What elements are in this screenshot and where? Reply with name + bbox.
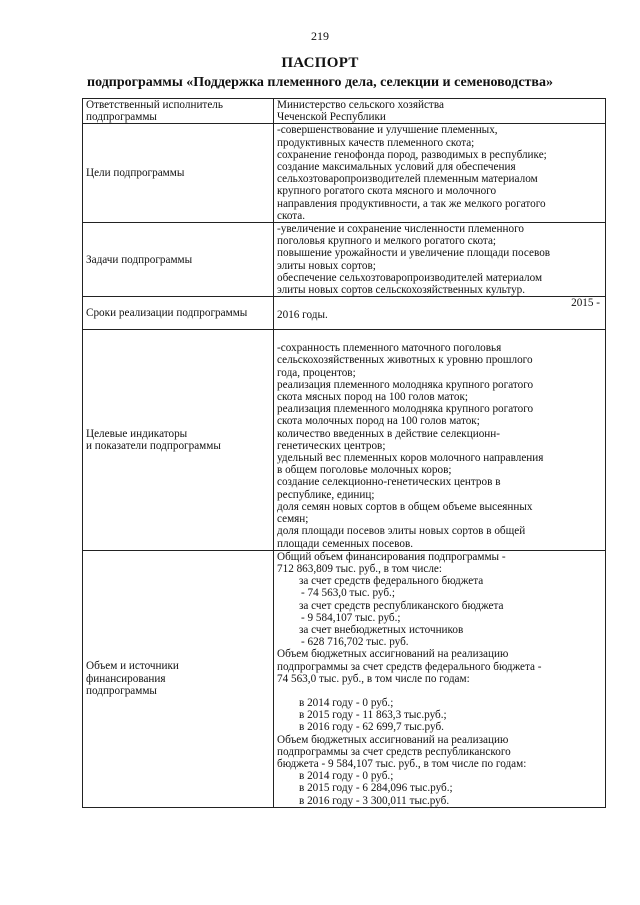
label-line: и показатели подпрограммы: [86, 439, 221, 452]
value-line: за счет средств республиканского бюджета: [299, 599, 504, 612]
row-value-goals: [274, 124, 606, 223]
value-line: поголовья крупного и мелкого рогатого скота;: [277, 235, 497, 248]
value-line: реализация племенного молодняка крупного рогатого: [277, 378, 534, 391]
row-value-timeframe: [274, 297, 606, 330]
value-line: повышение урожайности и увеличение площади посевов: [277, 247, 551, 260]
table-row: [83, 297, 606, 330]
value-line: в общем поголовье молочных коров;: [277, 464, 452, 477]
value-line: скота мясных пород на 100 голов маток;: [277, 391, 468, 404]
value-line: 2015 -: [571, 297, 600, 310]
value-line: в 2016 году - 62 699,7 тыс.руб.: [299, 721, 444, 734]
value-line: 2016 годы.: [277, 309, 328, 322]
table-row: [83, 99, 606, 124]
row-value-executor: [274, 99, 606, 124]
value-line: удельный вес племенных коров молочного направления: [277, 452, 544, 465]
value-line: -сохранность племенного маточного поголовья: [277, 342, 502, 355]
value-line: сельхозтоваропроизводителей племенным материалом: [277, 173, 538, 186]
row-label-tasks: [83, 223, 274, 297]
value-line: Чеченской Республики: [277, 111, 386, 124]
label-line: Целевые индикаторы: [86, 427, 188, 440]
label-line: Цели подпрограммы: [86, 167, 185, 180]
value-line: направления продуктивности, а так же мелкого рогатого: [277, 197, 546, 210]
row-label-funding: [83, 550, 274, 807]
value-line: количество введенных в действие селекционн-: [277, 427, 500, 440]
value-line: в 2015 году - 11 863,3 тыс.руб.;: [299, 709, 447, 722]
value-line: сохранение генофонда пород, разводимых в республике;: [277, 148, 547, 161]
value-line: - 74 563,0 тыс. руб.;: [301, 587, 395, 600]
label-line: Сроки реализации подпрограммы: [86, 307, 248, 320]
value-line: Общий объем финансирования подпрограммы -: [277, 550, 506, 563]
label-line: подпрограммы: [86, 111, 157, 124]
value-line: в 2014 году - 0 руб.;: [299, 696, 394, 709]
value-line: Объем бюджетных ассигнований на реализацию: [277, 733, 509, 746]
spacer: [277, 330, 602, 342]
label-line: Задачи подпрограммы: [86, 253, 193, 266]
document-subtitle: подпрограммы «Поддержка племенного дела, селекции и семеноводства»: [87, 75, 553, 90]
row-label-executor: [83, 99, 274, 124]
value-line: за счет внебюджетных источников: [299, 623, 464, 636]
row-value-indicators: [274, 330, 606, 550]
label-line: Ответственный исполнитель: [86, 99, 223, 111]
value-line: бюджета - 9 584,107 тыс. руб., в том числе по годам:: [277, 757, 527, 770]
value-line: элиты новых сортов сельскохозяйственных культур.: [277, 284, 526, 297]
label-line: Объем и источники: [86, 660, 179, 673]
table-row: [83, 550, 606, 807]
value-line: -увеличение и сохранение численности племенного: [277, 223, 524, 236]
value-line: года, процентов;: [277, 366, 356, 379]
value-line: в 2015 году - 6 284,096 тыс.руб.;: [299, 782, 453, 795]
value-line: Объем бюджетных ассигнований на реализацию: [277, 648, 509, 661]
value-line: подпрограммы за счет средств федерального бюджета -: [277, 660, 542, 673]
value-line: создание селекционно-генетических центров в: [277, 476, 501, 489]
row-value-funding: [274, 550, 606, 807]
value-line: подпрограммы за счет средств республиканского: [277, 745, 511, 758]
document-title: ПАСПОРТ: [281, 55, 359, 71]
value-line: за счет средств федерального бюджета: [299, 575, 484, 588]
value-line: в 2014 году - 0 руб.;: [299, 770, 394, 783]
value-line: 74 563,0 тыс. руб., в том числе по годам:: [277, 672, 470, 685]
value-line: - 628 716,702 тыс. руб.: [301, 636, 409, 649]
row-label-goals: [83, 124, 274, 223]
value-line: скота молочных пород на 100 голов маток;: [277, 415, 480, 428]
spacer: [277, 685, 602, 697]
table-row: [83, 124, 606, 223]
value-line: продуктивных качеств племенного скота;: [277, 136, 475, 149]
value-line: доля площади посевов элиты новых сортов в общей: [277, 525, 526, 538]
value-line: сельскохозяйственных животных к уровню прошлого: [277, 354, 533, 367]
value-line: в 2016 году - 3 300,011 тыс.руб.: [299, 794, 450, 807]
value-line: площади семенных посевов.: [277, 537, 414, 550]
row-label-indicators: [83, 330, 274, 550]
table-row: [83, 330, 606, 550]
value-line: реализация племенного молодняка крупного рогатого: [277, 403, 534, 416]
value-line: республике, единиц;: [277, 488, 375, 501]
value-line: - 9 584,107 тыс. руб.;: [301, 611, 401, 624]
value-line: 712 863,809 тыс. руб., в том числе:: [277, 562, 442, 575]
value-line: крупного рогатого скота мясного и молочного: [277, 185, 497, 198]
value-line: создание максимальных условий для обеспечения: [277, 161, 516, 174]
value-line: элиты новых сортов;: [277, 259, 376, 272]
value-line: -совершенствование и улучшение племенных,: [277, 124, 498, 137]
label-line: финансирования: [86, 672, 166, 685]
page-number: 219: [311, 29, 329, 43]
value-line: скота.: [277, 209, 306, 222]
label-line: подпрограммы: [86, 684, 157, 697]
value-line: семян;: [277, 513, 309, 526]
value-line: доля семян новых сортов в общем объеме высеянных: [277, 500, 533, 513]
passport-table: [82, 98, 606, 808]
value-line: Министерство сельского хозяйства: [277, 99, 444, 111]
row-value-tasks: [274, 223, 606, 297]
value-line: генетических центров;: [277, 439, 386, 452]
value-line: обеспечение сельхозтоваропроизводителей материалом: [277, 271, 543, 284]
row-label-timeframe: [83, 297, 274, 330]
table-row: [83, 223, 606, 297]
